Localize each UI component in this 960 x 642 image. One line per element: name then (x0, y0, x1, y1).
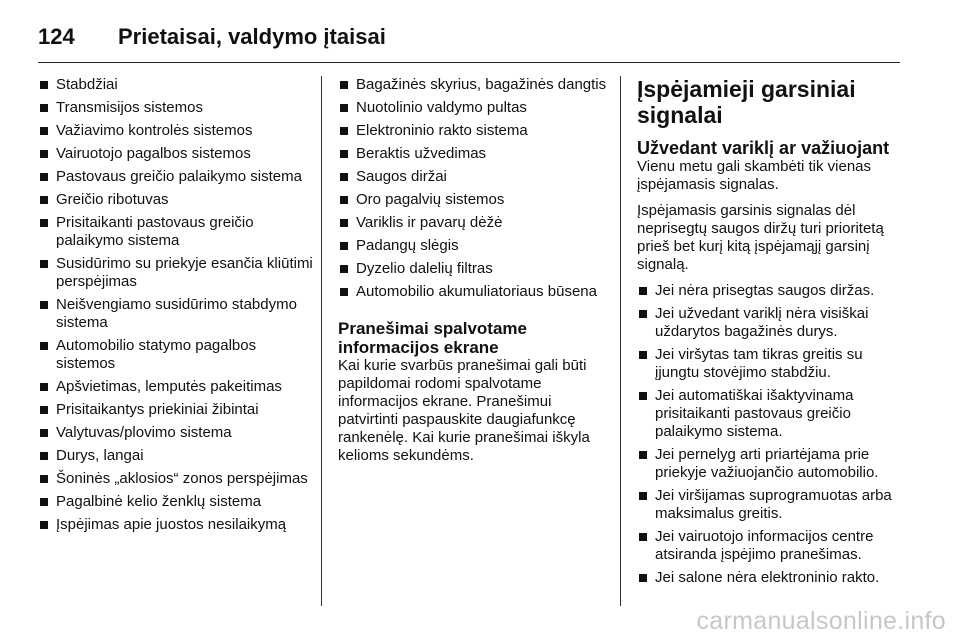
list-item: Jei vairuotojo informacijos centre atsiranda įspėjimo pranešimas. (637, 528, 902, 564)
list-item: Apšvietimas, lemputės pakeitimas (38, 378, 313, 396)
list-item: Padangų slėgis (338, 237, 608, 255)
list-item: Variklis ir pavarų dėžė (338, 214, 608, 232)
list-item: Dyzelio dalelių filtras (338, 260, 608, 278)
list-item: Saugos diržai (338, 168, 608, 186)
column-1 (38, 76, 313, 539)
list-item: Elektroninio rakto sistema (338, 122, 608, 140)
list-item: Jei užvedant variklį nėra visiškai uždarytos bagažinės durys. (637, 305, 902, 341)
section-body: Kai kurie svarbūs pranešimai gali būti papildomai rodomi spalvotame informacijos ekrane. Pranešimui patvirtinti paspauskite daugiafunkcę rankenėlę. Kai kurie pranešimai iškyla kelioms sekundėms. (338, 357, 590, 464)
subheading: Užvedant variklį ar važiuojant (637, 138, 890, 158)
list-item: Neišvengiamo susidūrimo stabdymo sistema (38, 296, 313, 332)
list-item: Įspėjimas apie juostos nesilaikymą (38, 516, 313, 534)
list-item: Šoninės „aklosios“ zonos perspėjimas (38, 470, 313, 488)
list-item: Pagalbinė kelio ženklų sistema (38, 493, 313, 511)
list-item: Stabdžiai (38, 76, 313, 94)
list-item: Oro pagalvių sistemos (338, 191, 608, 209)
list-item: Transmisijos sistemos (38, 99, 313, 117)
list-item: Automobilio statymo pagalbos sistemos (38, 337, 313, 373)
watermark: carmanualsonline.info (696, 607, 946, 635)
feature-list-2 (338, 76, 608, 301)
page-header (38, 16, 900, 63)
section-heading: Pranešimai spalvotame informacijos ekrane (338, 319, 527, 357)
list-item: Beraktis užvedimas (338, 145, 608, 163)
list-item: Valytuvas/plovimo sistema (38, 424, 313, 442)
list-item: Prisitaikanti pastovaus greičio palaikymo sistema (38, 214, 313, 250)
paragraph: Įspėjamasis garsinis signalas dėl neprisegtų saugos diržų turi prioritetą prieš bet kurį kitą įspėjamąjį garsinį signalą. (637, 202, 884, 273)
list-item: Važiavimo kontrolės sistemos (38, 122, 313, 140)
list-item: Prisitaikantys priekiniai žibintai (38, 401, 313, 419)
list-item: Bagažinės skyrius, bagažinės dangtis (338, 76, 608, 94)
list-item: Pastovaus greičio palaikymo sistema (38, 168, 313, 186)
warning-list (637, 282, 902, 587)
column-3 (637, 76, 902, 592)
list-item: Susidūrimo su priekyje esančia kliūtimi perspėjimas (38, 255, 313, 291)
column-divider (620, 76, 621, 606)
list-item: Nuotolinio valdymo pultas (338, 99, 608, 117)
column-divider (321, 76, 322, 606)
list-item: Vairuotojo pagalbos sistemos (38, 145, 313, 163)
page-number: 124 (38, 24, 75, 49)
column-2 (338, 76, 608, 473)
page-title: Prietaisai, valdymo įtaisai (118, 24, 386, 49)
list-item: Automobilio akumuliatoriaus būsena (338, 283, 608, 301)
list-item: Jei pernelyg arti priartėjama prie priekyje važiuojančio automobilio. (637, 446, 902, 482)
feature-list-1 (38, 76, 313, 534)
list-item: Jei nėra prisegtas saugos diržas. (637, 282, 902, 300)
chapter-heading: Įspėjamieji garsiniai signalai (637, 76, 856, 128)
paragraph: Vienu metu gali skambėti tik vienas įspėjamasis signalas. (637, 158, 872, 193)
list-item: Jei viršijamas suprogramuotas arba maksimalus greitis. (637, 487, 902, 523)
list-item: Greičio ribotuvas (38, 191, 313, 209)
list-item: Jei salone nėra elektroninio rakto. (637, 569, 902, 587)
list-item: Jei viršytas tam tikras greitis su įjungtu stovėjimo stabdžiu. (637, 346, 902, 382)
list-item: Durys, langai (38, 447, 313, 465)
list-item: Jei automatiškai išaktyvinama prisitaikanti pastovaus greičio palaikymo sistema. (637, 387, 902, 441)
